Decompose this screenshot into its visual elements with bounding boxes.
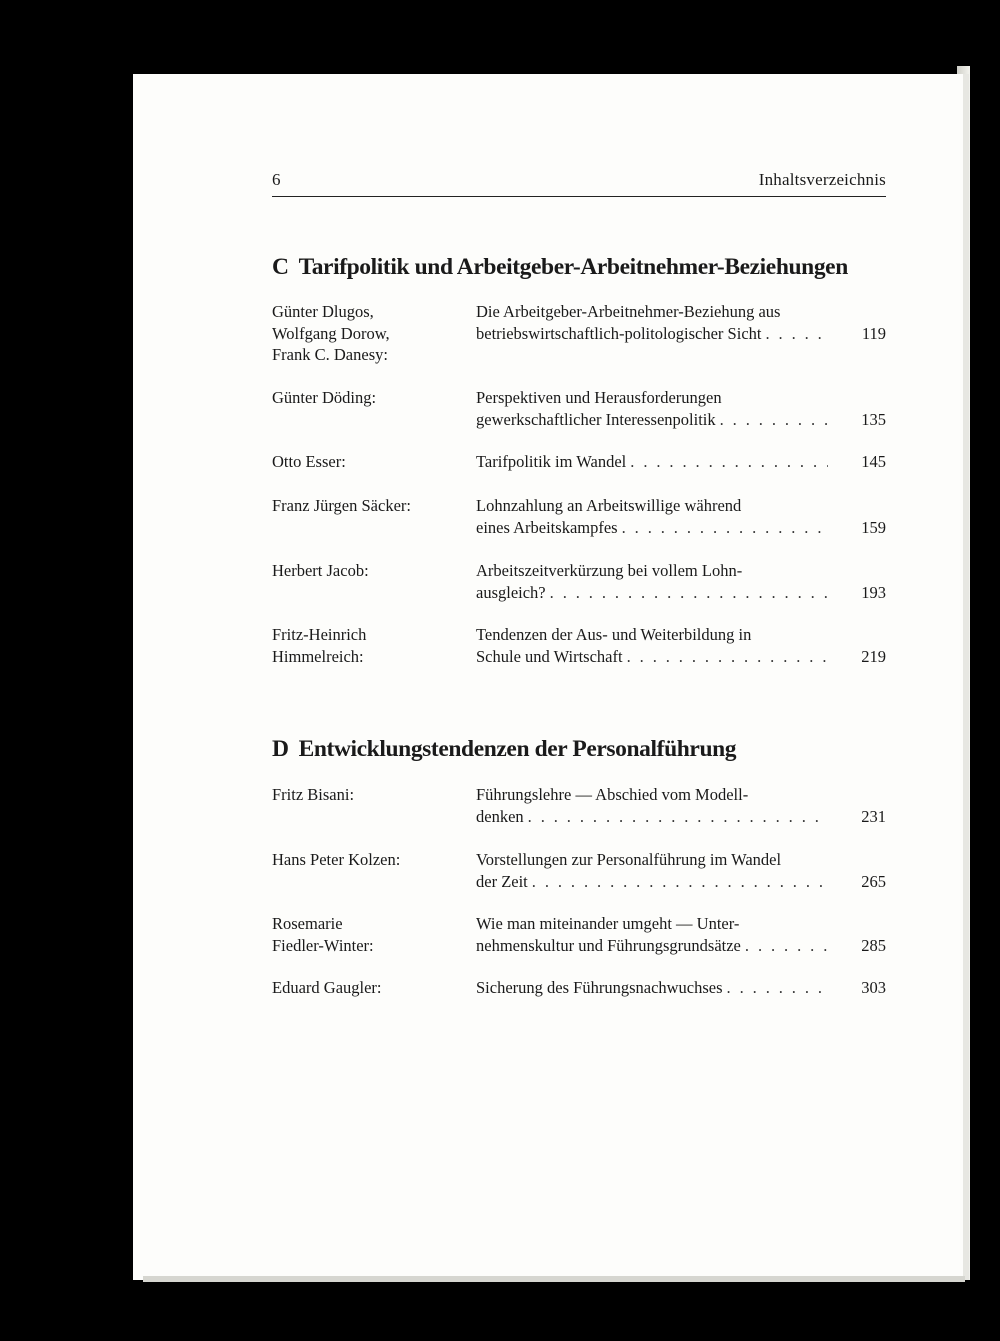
entry-title-line: Vorstellungen zur Personalführung im Wandel [476, 850, 782, 869]
entry-title [476, 495, 828, 538]
section-letter: D [272, 736, 289, 762]
section-letter: C [272, 254, 289, 280]
entry-title-line: Die Arbeitgeber-Arbeitnehmer-Beziehung aus [476, 302, 781, 321]
entry-author: Hans Peter Kolzen: [272, 850, 401, 869]
page-header [272, 170, 886, 197]
entry-title [476, 624, 828, 667]
entry-title-line: gewerkschaftlicher Interessenpolitik [476, 409, 716, 429]
section-title: Tarifpolitik und Arbeitgeber-Arbeitnehmer-Beziehungen [298, 254, 848, 280]
entry-title-line: Tarifpolitik im Wandel [476, 452, 627, 471]
entry-page: 285 [861, 935, 886, 955]
dot-leader [630, 451, 828, 473]
entry-author: Herbert Jacob: [272, 561, 369, 580]
entry-author: Günter Dlugos, Wolfgang Dorow, Frank C. Danesy: [272, 302, 390, 364]
dot-leader [745, 935, 828, 957]
entry-author: Otto Esser: [272, 452, 346, 471]
running-title: Inhaltsverzeichnis [758, 170, 886, 189]
section-heading [272, 254, 848, 281]
entry-title-line: Arbeitszeitverkürzung bei vollem Lohn- [476, 561, 743, 580]
page-bottom-edge [143, 1276, 965, 1282]
entry-title-line: Schule und Wirtschaft [476, 646, 623, 666]
entry-title-line: Tendenzen der Aus- und Weiterbildung in [476, 625, 752, 644]
entry-title-line: Perspektiven und Herausforderungen [476, 388, 722, 407]
entry-page: 265 [861, 871, 886, 891]
dot-leader [627, 646, 828, 668]
dot-leader [727, 977, 828, 999]
dot-leader [765, 323, 828, 345]
page-number: 6 [272, 170, 281, 189]
dot-leader [622, 517, 828, 539]
entry-title [476, 784, 828, 827]
entry-title-line: denken [476, 806, 524, 826]
entry-title-line: Lohnzahlung an Arbeitswillige während [476, 496, 742, 515]
dot-leader [720, 409, 828, 431]
entry-page: 119 [861, 323, 886, 343]
entry-title-line: Führungslehre — Abschied vom Modell- [476, 785, 749, 804]
entry-page: 231 [861, 806, 886, 826]
entry-title-line: der Zeit [476, 871, 528, 891]
entry-page: 193 [861, 582, 886, 602]
entry-author: Rosemarie Fiedler-Winter: [272, 914, 374, 955]
section-title: Entwicklungstendenzen der Personalführung [298, 736, 737, 762]
entry-title-line: betriebswirtschaftlich-politologischer Sicht [476, 323, 762, 343]
entry-title [476, 913, 828, 956]
entry-page: 303 [861, 978, 886, 997]
entry-title [476, 977, 828, 999]
entry-title [476, 560, 828, 603]
entry-title-line: nehmenskultur und Führungsgrundsätze [476, 935, 741, 955]
entry-title-line: eines Arbeitskampfes [476, 517, 618, 537]
entry-title-line: ausgleich? [476, 582, 546, 602]
dot-leader [550, 582, 828, 604]
dot-leader [532, 871, 828, 893]
dot-leader [528, 806, 828, 828]
entry-author: Fritz-Heinrich Himmelreich: [272, 625, 367, 666]
entry-author: Eduard Gaugler: [272, 978, 382, 997]
entry-title [476, 301, 828, 344]
entry-page: 135 [861, 409, 886, 429]
entry-title-line: Wie man miteinander umgeht — Unter- [476, 914, 740, 933]
entry-title [476, 451, 828, 473]
entry-title-line: Sicherung des Führungsnachwuchses [476, 978, 723, 997]
entry-author: Fritz Bisani: [272, 785, 355, 804]
section-heading [272, 736, 736, 763]
entry-page: 159 [861, 517, 886, 537]
entry-page: 219 [861, 646, 886, 666]
entry-author: Franz Jürgen Säcker: [272, 496, 411, 515]
entry-title [476, 387, 828, 430]
entry-author: Günter Döding: [272, 388, 377, 407]
entry-page: 145 [861, 452, 886, 471]
entry-title [476, 849, 828, 892]
